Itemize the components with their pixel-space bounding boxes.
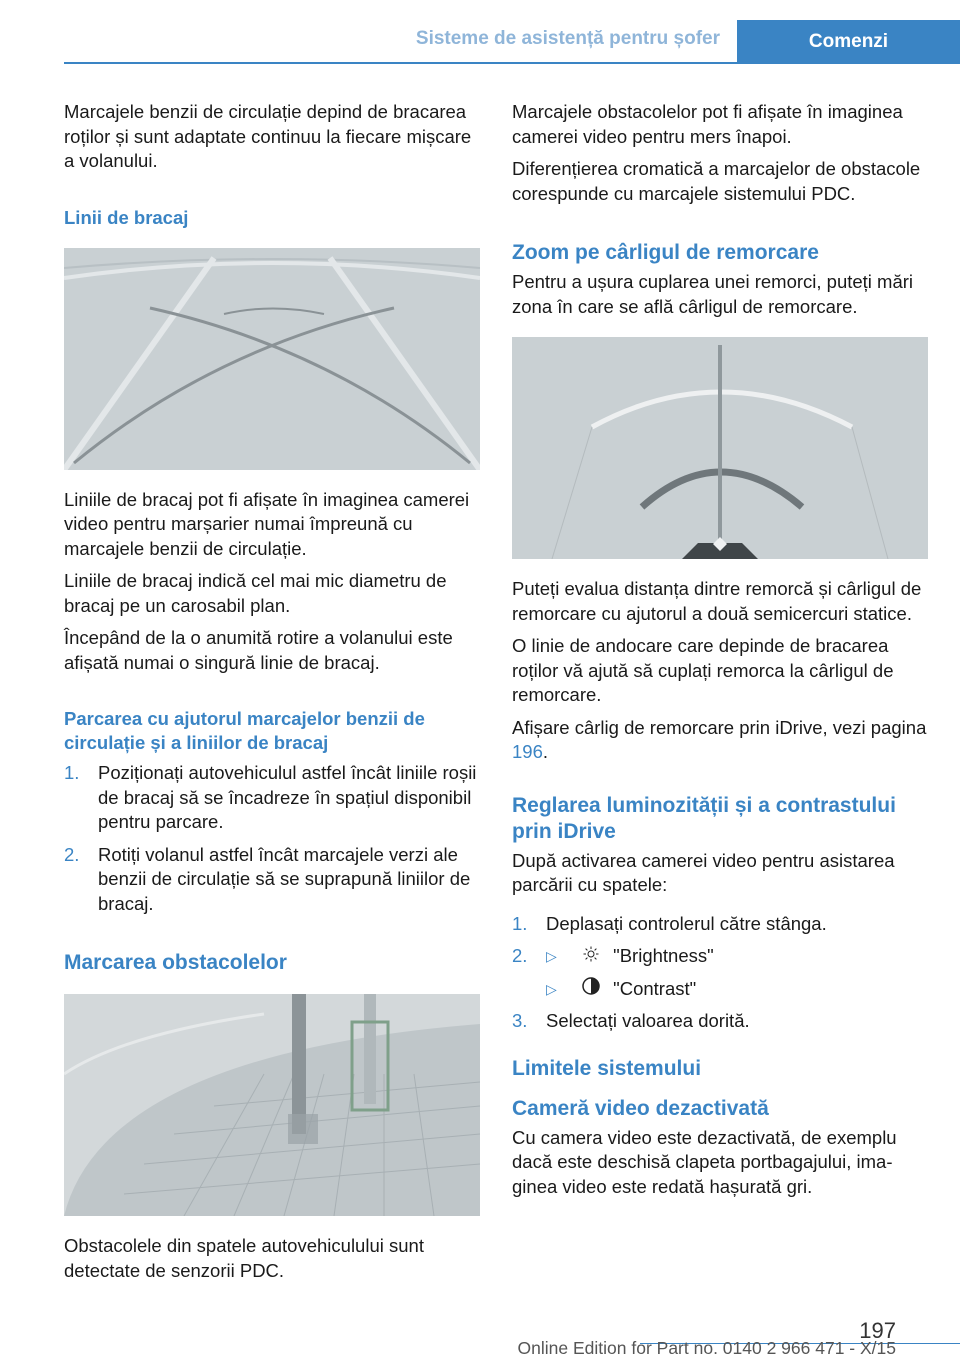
- heading-linii-de-bracaj: Linii de bracaj: [64, 206, 189, 228]
- step-text: Selectați valoarea dorită.: [546, 1010, 750, 1031]
- header-tab-comenzi[interactable]: Comenzi: [737, 20, 960, 64]
- paragraph-activare: După activarea camerei video pentru asistarea parcării cu spatele:: [512, 849, 895, 895]
- paragraph-linii-3: Începând de la o anumită rotire a volanului este afișată numai o singură linie de bracaj.: [64, 627, 453, 673]
- step-number: 3.: [512, 1010, 528, 1031]
- heading-limitele-sistemului: Limitele sistemului: [512, 1056, 702, 1080]
- paragraph-linie-andocare: O linie de andocare care depinde de bracarea roților vă ajută să cuplați remorca la cârligul de remorcare.: [512, 635, 894, 705]
- paragraph-afisare-carlig: [512, 716, 928, 765]
- paragraph-marcaje-obstacole: Marcajele obstacolelor pot fi afișate în imaginea camerei video pentru mers înapoi.: [512, 101, 903, 147]
- heading-camera-dezactivata: Cameră video dezactivată: [512, 1096, 769, 1120]
- page-link-196[interactable]: 196: [512, 741, 543, 762]
- step-text: Poziționați autovehiculul astfel încât liniile roșii de bracaj să se încadreze în spațiul disponibil pentru parcare.: [98, 762, 477, 832]
- parking-steps-list: [64, 761, 480, 916]
- step-number: 1.: [512, 912, 528, 934]
- contrast-icon: [580, 977, 602, 1002]
- heading-zoom-carlig: Zoom pe cârligul de remorcare: [512, 241, 819, 264]
- paragraph-obstacole: Obstacolele din spatele autovehiculului sunt detectate de senzorii PDC.: [64, 1235, 424, 1281]
- left-column: [64, 100, 480, 1283]
- list-item: [64, 843, 480, 917]
- step-number: 1.: [64, 762, 80, 783]
- step-number: 2.: [512, 945, 528, 966]
- obstacle-markers-figure: [64, 994, 480, 1216]
- header-section-title: Sisteme de asistență pentru șofer: [415, 28, 720, 49]
- list-item: [512, 912, 928, 937]
- paragraph-text: Afișare cârlig de remorcare prin iDrive, vezi pagina: [512, 716, 927, 738]
- heading-parcarea: Parcarea cu ajutorul marcajelor benzii de circulație și a liniilor de bracaj: [64, 708, 425, 753]
- right-column: [512, 100, 928, 1199]
- contrast-label: "Contrast": [613, 977, 697, 999]
- paragraph-linii-2: Liniile de bracaj indică cel mai mic diametru de bracaj pe un carosabil plan.: [64, 570, 447, 616]
- list-item: [512, 1009, 928, 1034]
- arrow-right-icon: ▷: [546, 948, 557, 964]
- arrow-right-icon: ▷: [546, 980, 557, 997]
- footer-edition: Online Edition for Part no. 0140 2 966 471 - X/15: [517, 1338, 896, 1358]
- paragraph-zoom: Pentru a ușura cuplarea unei remorci, puteți mări zona în care se află cârligul de remorcare.: [512, 271, 914, 317]
- step-number: 2.: [64, 843, 80, 865]
- step-text: Deplasați controlerul către stânga.: [546, 912, 827, 934]
- paragraph-diferentiere: Diferențierea cromatică a marcajelor de obstacole corespunde cu marcajele sistemului PDC.: [512, 158, 921, 204]
- hitch-zoom-figure: [512, 337, 928, 559]
- paragraph-text-end: .: [542, 741, 549, 762]
- list-item: [512, 944, 928, 1001]
- paragraph-camera-dezactivata: Cu camera video este dezactivată, de exemplu dacă este deschisă clapeta portbagajului, imaginea video este redată hașurată gri.: [512, 1126, 897, 1197]
- paragraph-semicercuri: Puteți evalua distanța dintre remorcă și cârligul de remorcare cu ajutorul a două semicercuri statice.: [512, 578, 922, 624]
- intro-paragraph: Marcajele benzii de circulație depind de bracarea roților și sunt adaptate continuu la fiecare mișcare a volanului.: [64, 101, 472, 171]
- heading-marcarea-obstacolelor: Marcarea obstacolelor: [64, 951, 287, 974]
- brightness-icon: [580, 944, 602, 969]
- substep-contrast: [546, 977, 928, 1002]
- list-item: [64, 761, 480, 835]
- turning-lines-figure: [64, 248, 480, 470]
- heading-reglare: Reglarea luminozității și a contrastului prin iDrive: [512, 793, 896, 843]
- substep-brightness: [546, 944, 928, 969]
- brightness-label: "Brightness": [613, 945, 714, 966]
- header-rule: [64, 62, 960, 64]
- reglare-steps-list: [512, 912, 928, 1034]
- step-text: Rotiți volanul astfel încât marcajele verzi ale benzii de circulație să se suprapună liniilor de bracaj.: [98, 843, 471, 914]
- paragraph-linii-1: Liniile de bracaj pot fi afișate în imaginea camerei video pentru marșarier numai împreună cu marcajele benzii de circulație.: [64, 488, 470, 559]
- page-number: 197: [859, 1318, 896, 1343]
